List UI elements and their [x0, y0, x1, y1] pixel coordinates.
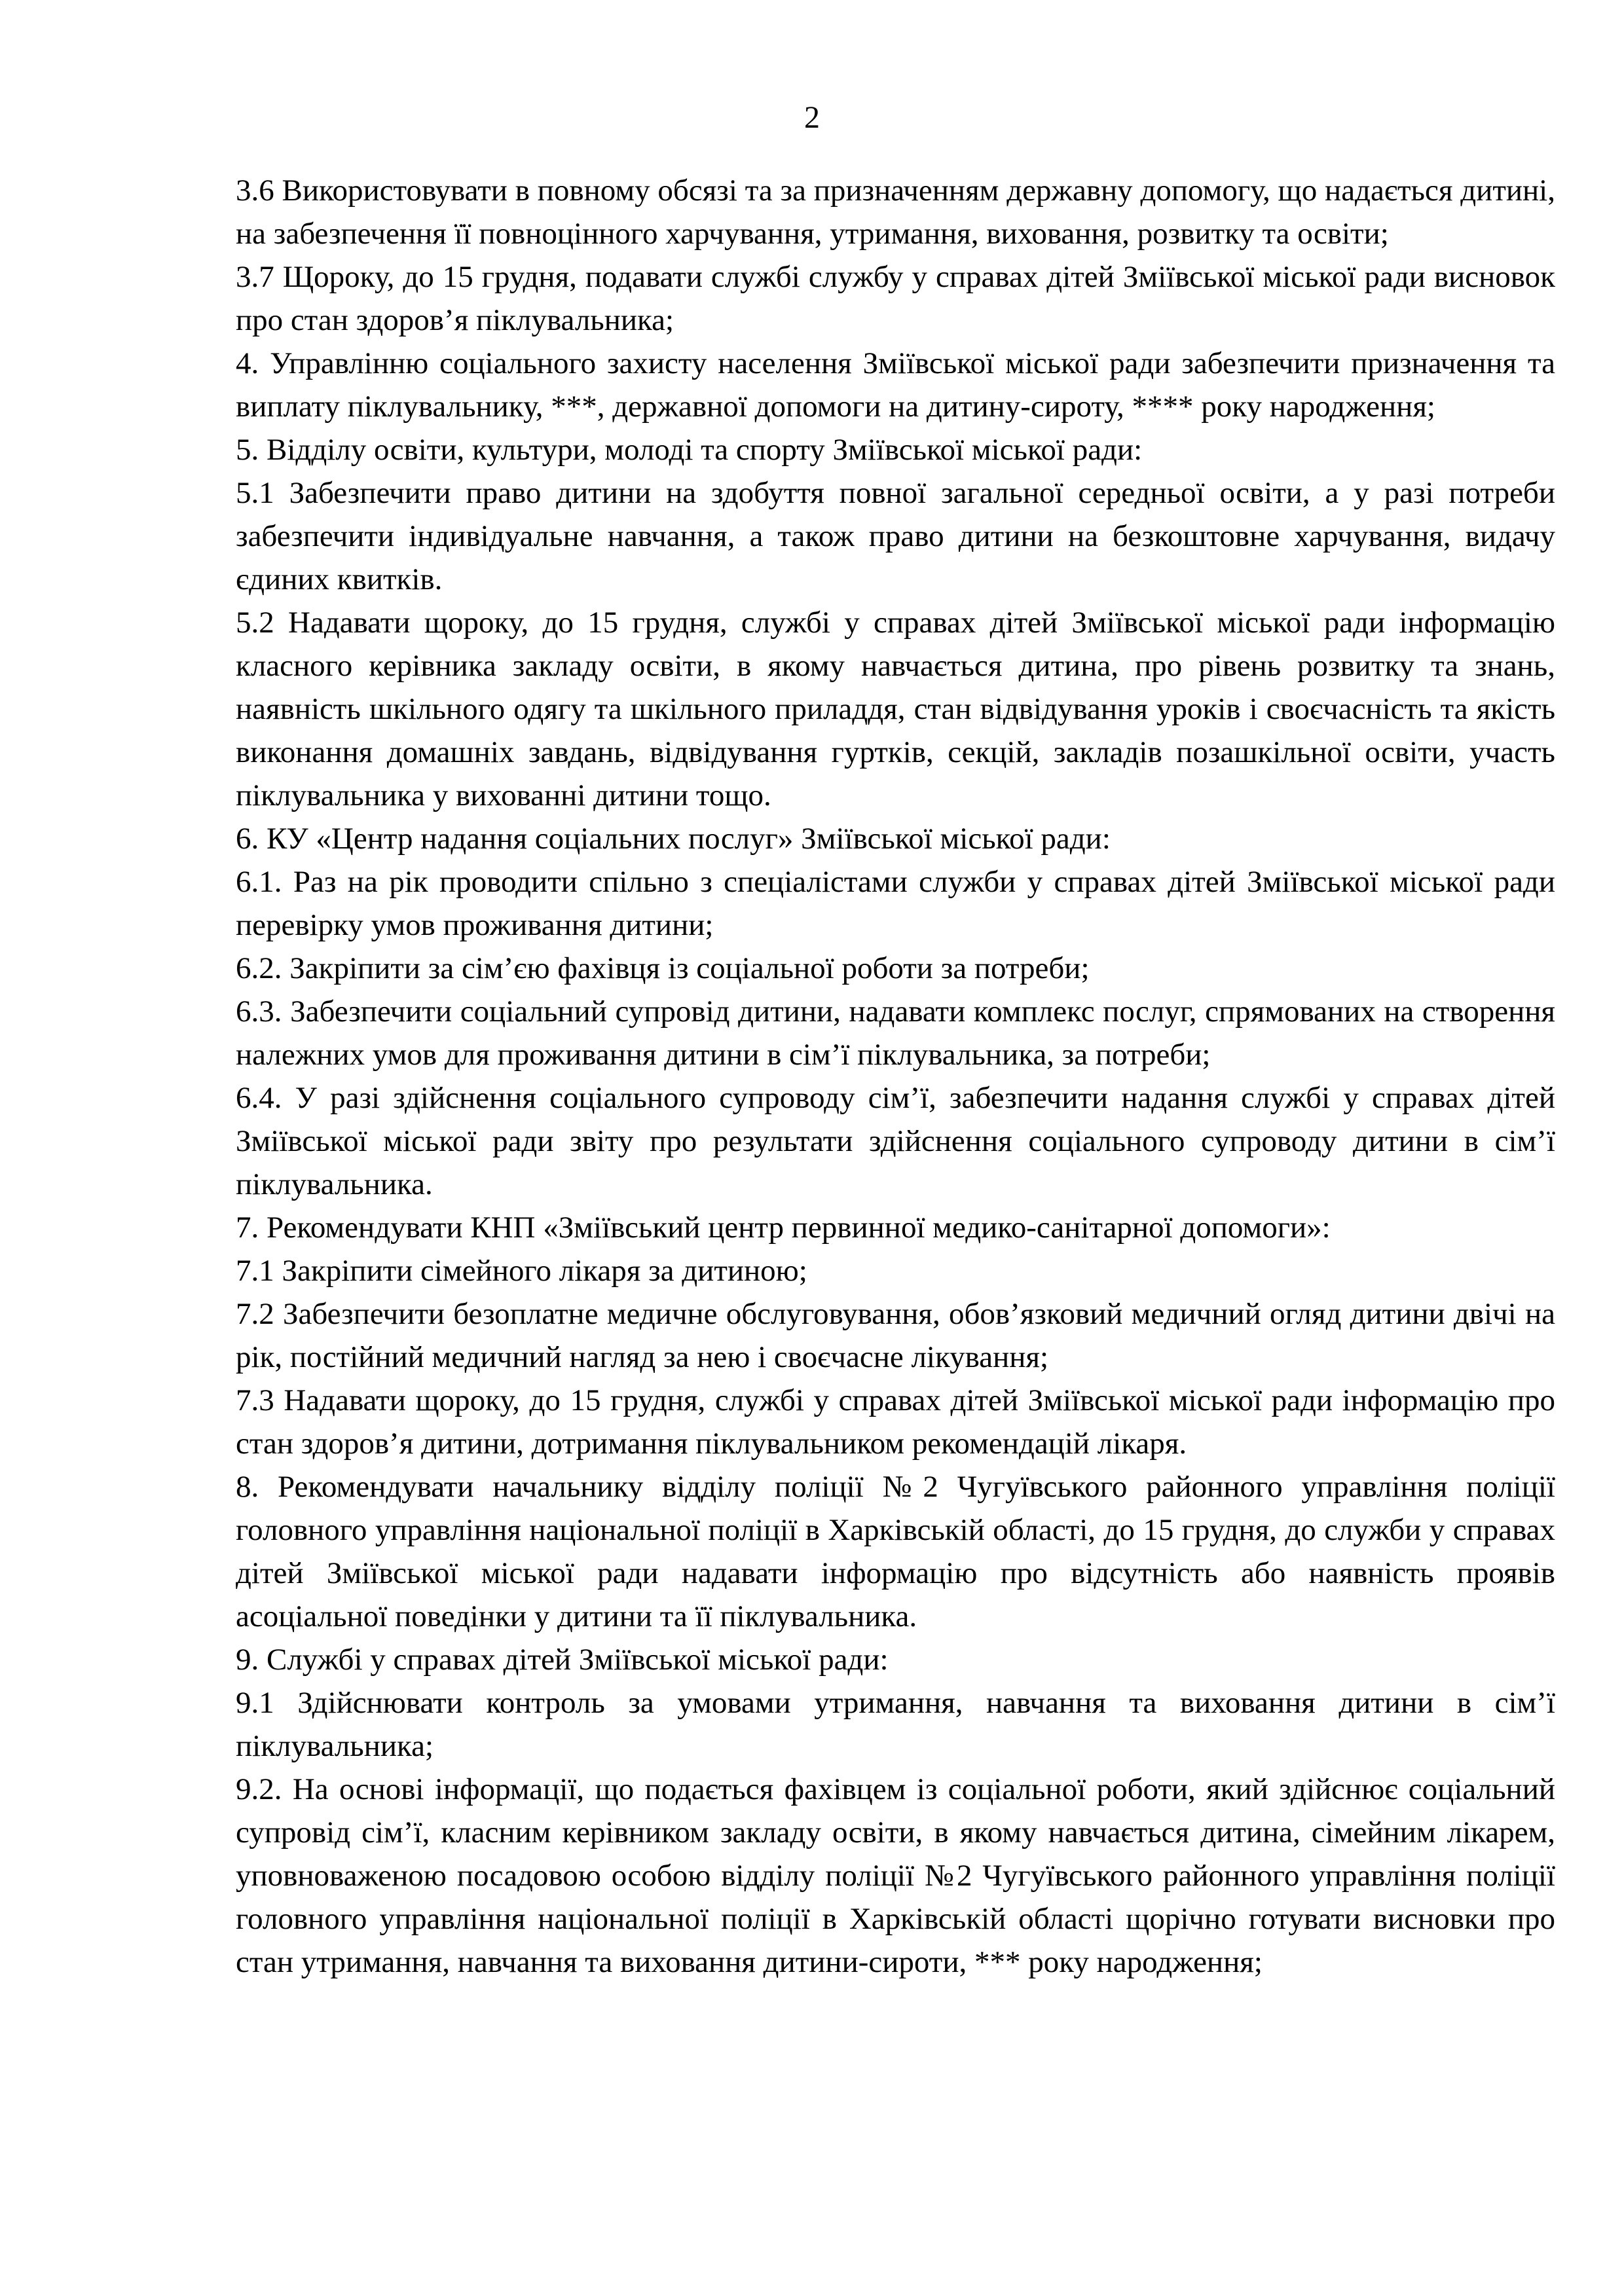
- paragraph-5: 5. Відділу освіти, культури, молоді та спорту Зміївської міської ради:: [236, 433, 1143, 467]
- paragraph-7: 7. Рекомендувати КНП «Зміївський центр первинної медико-санітарної допомоги»:: [236, 1211, 1331, 1245]
- paragraph-5-1: 5.1 Забезпечити право дитини на здобуття повної загальної середньої освіти, а у разі потреби забезпечити індивідуальне навчання, а також право дитини на безкоштовне харчування, видачу єдиних квитків.: [236, 476, 1555, 596]
- paragraph-6-1: 6.1. Раз на рік проводити спільно з спеціалістами служби у справах дітей Зміївської міської ради перевірку умов проживання дитини;: [236, 865, 1555, 942]
- document-body: [236, 169, 1555, 1984]
- paragraph-6-3: 6.3. Забезпечити соціальний супровід дитини, надавати комплекс послуг, спрямованих на створення належних умов для проживання дитини в сім’ї піклувальника, за потреби;: [236, 994, 1555, 1072]
- paragraph-5-2: 5.2 Надавати щороку, до 15 грудня, службі у справах дітей Зміївської міської ради інформацію класного керівника закладу освіти, в якому навчається дитина, про рівень розвитку та знань, наявність шкільного одягу та шкільного приладдя, стан відвідування уроків і своєчасність та якість виконання домашніх завдань, відвідування гуртків, секцій, закладів позашкільної освіти, участь піклувальника у вихованні дитини тощо.: [236, 606, 1555, 812]
- paragraph-3-7: 3.7 Щороку, до 15 грудня, подавати службі службу у справах дітей Зміївської міської ради висновок про стан здоров’я піклувальника;: [236, 260, 1555, 337]
- paragraph-6-2: 6.2. Закріпити за сім’єю фахівця із соціальної роботи за потреби;: [236, 951, 1090, 985]
- paragraph-7-2: 7.2 Забезпечити безоплатне медичне обслуговування, обов’язковий медичний огляд дитини двічі на рік, постійний медичний нагляд за нею і своєчасне лікування;: [236, 1297, 1555, 1374]
- paragraph-6-4: 6.4. У разі здійснення соціального супроводу сім’ї, забезпечити надання службі у справах дітей Зміївської міської ради звіту про результати здійснення соціального супроводу дитини в сім’ї піклувальника.: [236, 1081, 1555, 1201]
- paragraph-9-1: 9.1 Здійснювати контроль за умовами утримання, навчання та виховання дитини в сім’ї піклувальника;: [236, 1686, 1555, 1763]
- paragraph-9-2: 9.2. На основі інформації, що подається фахівцем із соціальної роботи, який здійснює соціальний супровід сім’ї, класним керівником закладу освіти, в якому навчається дитина, сімейним лікарем, уповноваженою посадовою особою відділу поліції №2 Чугуївського районного управління поліції головного управління національної поліції в Харківській області щорічно готувати висновки про стан утримання, навчання та виховання дитини-сироти, *** року народження;: [236, 1772, 1555, 1979]
- paragraph-3-6: 3.6 Використовувати в повному обсязі та за призначенням державну допомогу, що надається дитині, на забезпечення її повноцінного харчування, утримання, виховання, розвитку та освіти;: [236, 173, 1555, 251]
- paragraph-7-1: 7.1 Закріпити сімейного лікаря за дитиною;: [236, 1254, 807, 1288]
- paragraph-7-3: 7.3 Надавати щороку, до 15 грудня, службі у справах дітей Зміївської міської ради інформацію про стан здоров’я дитини, дотримання піклувальником рекомендацій лікаря.: [236, 1383, 1555, 1461]
- paragraph-6: 6. КУ «Центр надання соціальних послуг» Зміївської міської ради:: [236, 822, 1111, 856]
- paragraph-9: 9. Службі у справах дітей Зміївської міської ради:: [236, 1643, 889, 1677]
- page-number: 2: [804, 100, 820, 135]
- paragraph-4: 4. Управлінню соціального захисту населення Зміївської міської ради забезпечити призначення та виплату піклувальнику, ***, державної допомоги на дитину-сироту, **** року народження;: [236, 346, 1555, 424]
- paragraph-8: 8. Рекомендувати начальнику відділу поліції №2 Чугуївського районного управління поліції головного управління національної поліції в Харківській області, до 15 грудня, до служби у справах дітей Зміївської міської ради надавати інформацію про відсутність або наявність проявів асоціальної поведінки у дитини та її піклувальника.: [236, 1470, 1555, 1633]
